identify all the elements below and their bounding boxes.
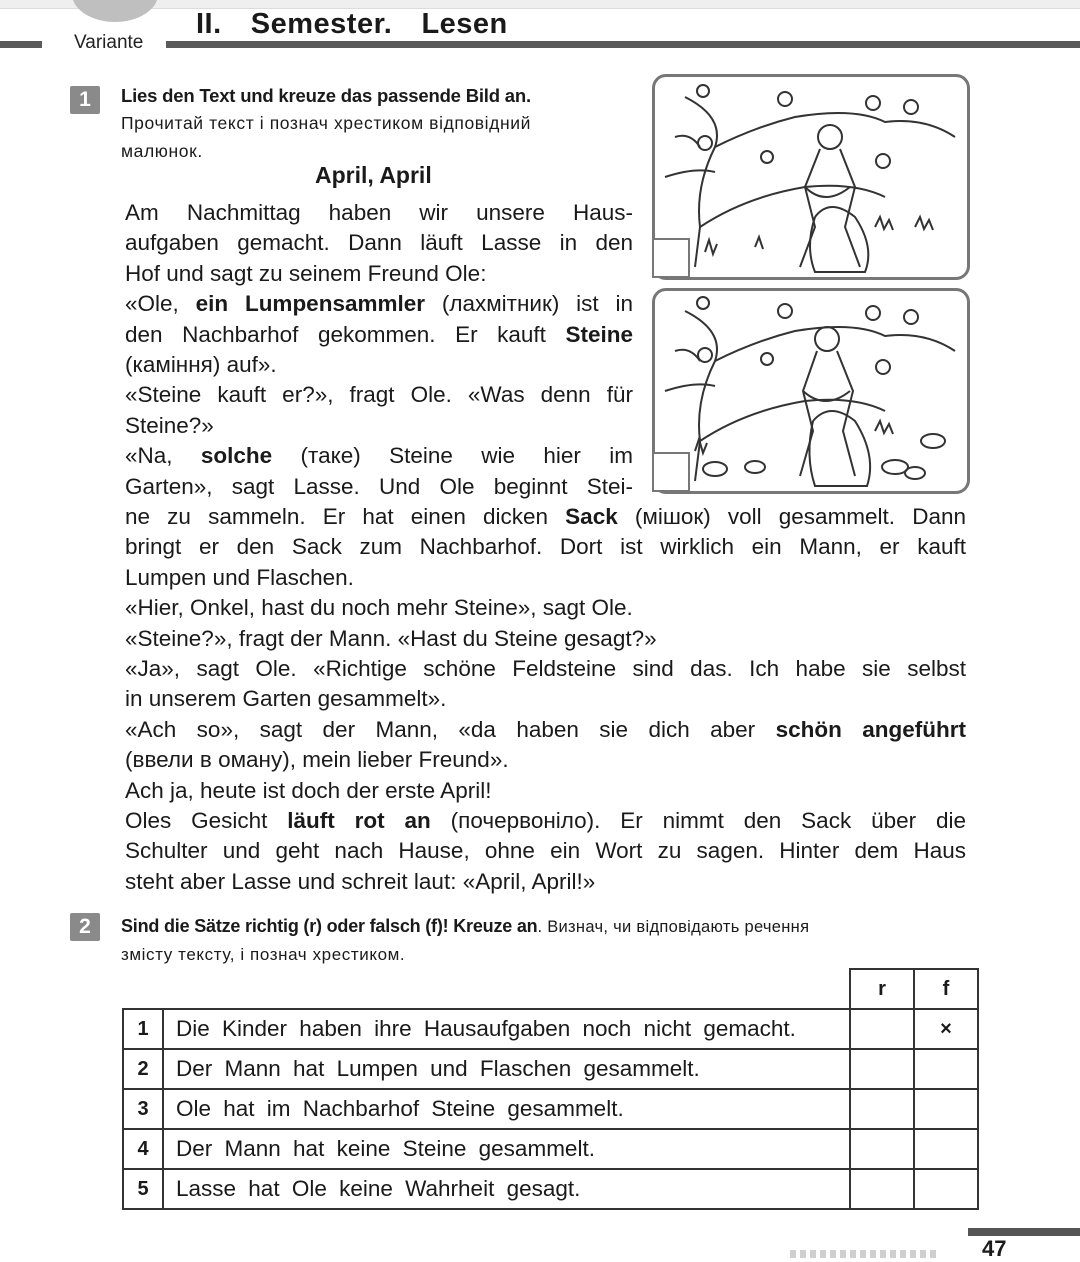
- task-1-instruction: [121, 82, 636, 109]
- story-text-narrow: [125, 198, 633, 502]
- boy-picking-apples-illustration: [655, 77, 967, 277]
- story-line: ne zu sammeln. Er hat einen dicken Sack (мішок) voll gesammelt. Dann: [125, 504, 966, 529]
- answer-r-cell[interactable]: [850, 1049, 914, 1089]
- story-line: «Ja», sagt Ole. «Richtige schöne Feldsteine sind das. Ich habe sie selbst: [125, 655, 966, 681]
- story-line: bringt er den Sack zum Nachbarhof. Dort ist wirklich ein Mann, er kauft: [125, 534, 966, 560]
- picture-1-checkbox[interactable]: [652, 238, 690, 278]
- header-rule-right: [166, 41, 1080, 48]
- answer-r-cell[interactable]: [850, 1129, 914, 1169]
- story-line: Ach ja, heute ist doch der erste April!: [125, 777, 492, 803]
- table-row: [123, 1169, 978, 1209]
- answer-r-cell[interactable]: [850, 1089, 914, 1129]
- variant-label: Variante: [74, 32, 144, 53]
- story-line: «Ach so», sagt der Mann, «da haben sie dich aber schön angeführt: [125, 716, 966, 742]
- story-line: den Nachbarhof gekommen. Er kauft Steine: [125, 321, 633, 347]
- footer-decoration: [790, 1250, 940, 1258]
- story-line: «Steine kauft er?», fragt Ole. «Was denn für: [125, 382, 633, 408]
- row-number: 1: [123, 1009, 163, 1049]
- story-line: «Ole, ein Lumpensammler (лахмітник) ist in: [125, 291, 633, 317]
- task-1-instruction-uk-1: Прочитай текст і познач хрестиком відповідний: [121, 113, 532, 133]
- boy-collecting-stones-illustration: [655, 291, 967, 491]
- row-number: 5: [123, 1169, 163, 1209]
- table-row: [123, 1089, 978, 1129]
- task-2-instruction-uk-2: змісту тексту, і познач хрестиком.: [121, 945, 406, 964]
- true-false-table: [122, 968, 979, 1210]
- story-line: steht aber Lasse und schreit laut: «April, April!»: [125, 868, 596, 894]
- story-line: «Na, solche (таке) Steine wie hier im: [125, 443, 633, 469]
- task-2-number: 2: [70, 913, 100, 941]
- table-header-row: [123, 969, 978, 1009]
- story-text-wide: [125, 502, 966, 897]
- answer-r-cell[interactable]: [850, 1009, 914, 1049]
- variant-badge: [72, 0, 158, 22]
- story-line: aufgaben gemacht. Dann läuft Lasse in den: [125, 230, 633, 256]
- task-1-number: 1: [70, 86, 100, 114]
- answer-r-cell[interactable]: [850, 1169, 914, 1209]
- story-line: «Steine?», fragt der Mann. «Hast du Steine gesagt?»: [125, 625, 657, 651]
- story-line: Steine?»: [125, 412, 214, 438]
- story-line: Am Nachmittag haben wir unsere Haus-: [125, 200, 633, 225]
- story-line: (ввели в оману), mein lieber Freund».: [125, 747, 509, 773]
- story-line: «Hier, Onkel, hast du noch mehr Steine», sagt Ole.: [125, 595, 633, 621]
- answer-f-cell[interactable]: ×: [914, 1009, 978, 1049]
- page-number: 47: [982, 1236, 1007, 1261]
- statement-text: Ole hat im Nachbarhof Steine gesammelt.: [163, 1089, 850, 1129]
- statement-text: Der Mann hat Lumpen und Flaschen gesammelt.: [163, 1049, 850, 1089]
- table-row: [123, 1129, 978, 1169]
- table-row: [123, 1049, 978, 1089]
- statement-text: Lasse hat Ole keine Wahrheit gesagt.: [163, 1169, 850, 1209]
- column-header-f: f: [914, 969, 978, 1009]
- top-edge: [0, 0, 1080, 9]
- table-row: [123, 1009, 978, 1049]
- task-1-instruction-de: Lies den Text und kreuze das passende Bild an.: [121, 85, 531, 106]
- story-line: Oles Gesicht läuft rot an (почервоніло). Er nimmt den Sack über die: [125, 807, 967, 833]
- row-number: 3: [123, 1089, 163, 1129]
- statement-text: Die Kinder haben ihre Hausaufgaben noch nicht gemacht.: [163, 1009, 850, 1049]
- story-line: Lumpen und Flaschen.: [125, 564, 354, 590]
- row-number: 2: [123, 1049, 163, 1089]
- story-line: Garten», sagt Lasse. Und Ole beginnt Stei-: [125, 473, 633, 499]
- story-line: (каміння) auf».: [125, 351, 277, 377]
- answer-f-cell[interactable]: [914, 1129, 978, 1169]
- answer-f-cell[interactable]: [914, 1089, 978, 1129]
- header-rule-left: [0, 41, 42, 48]
- picture-option-2[interactable]: [652, 288, 970, 494]
- picture-option-1[interactable]: [652, 74, 970, 280]
- answer-f-cell[interactable]: [914, 1169, 978, 1209]
- story-title: April, April: [315, 162, 432, 188]
- task-1-instruction-uk-2: малюнок.: [121, 141, 203, 161]
- page-title: II. Semester. Lesen: [196, 8, 508, 40]
- task-2-instruction: Sind die Sätze richtig (r) oder falsch (f)! Kreuze an. Визнач, чи відповідають речення: [121, 916, 810, 936]
- footer-rule: [968, 1228, 1080, 1236]
- story-line: Hof und sagt zu seinem Freund Ole:: [125, 260, 487, 286]
- row-number: 4: [123, 1129, 163, 1169]
- story-line: Schulter und geht nach Hause, ohne ein Wort zu sagen. Hinter dem Haus: [125, 838, 966, 864]
- column-header-r: r: [850, 969, 914, 1009]
- answer-f-cell[interactable]: [914, 1049, 978, 1089]
- statement-text: Der Mann hat keine Steine gesammelt.: [163, 1129, 850, 1169]
- story-line: in unserem Garten gesammelt».: [125, 686, 447, 712]
- picture-2-checkbox[interactable]: [652, 452, 690, 492]
